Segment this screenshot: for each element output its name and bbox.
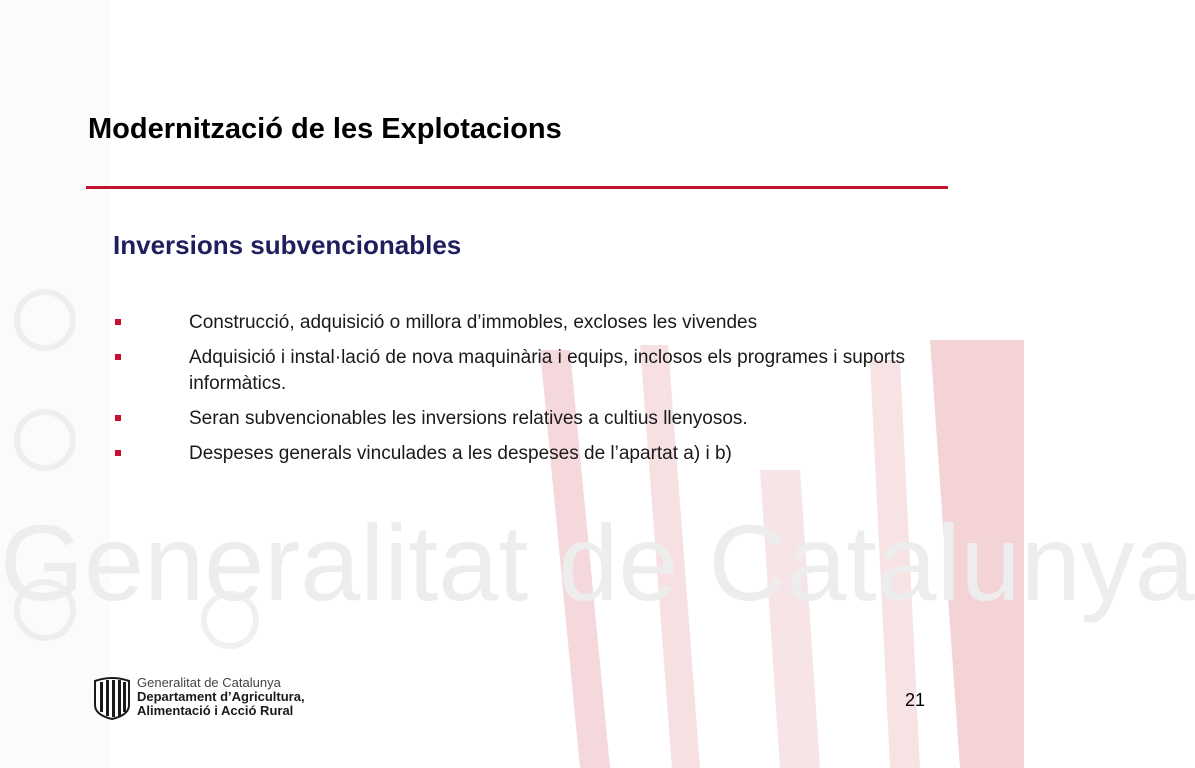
- logo-line-department-cont: Alimentació i Acció Rural: [137, 703, 294, 718]
- bullet-text: Adquisició i instal·lació de nova maquinària i equips, inclosos els programes i suports informàtics.: [189, 347, 906, 394]
- generalitat-logo: [93, 675, 333, 721]
- bullet-item: [113, 310, 973, 336]
- bullet-list: [113, 310, 973, 476]
- logo-line-department: Departament d’Agricultura,: [137, 689, 305, 704]
- bullet-text: Seran subvencionables les inversions relatives a cultius llenyosos.: [189, 408, 748, 429]
- title-divider: [86, 186, 948, 189]
- square-bullet-icon: [115, 450, 121, 456]
- logo-text: [137, 676, 305, 718]
- generalitat-emblem-icon: [93, 675, 131, 719]
- page-number: 21: [905, 690, 926, 710]
- watermark-text: Generalitat de Catalunya: [0, 502, 1195, 623]
- square-bullet-icon: [115, 319, 121, 325]
- bullet-text: Despeses generals vinculades a les despeses de l’apartat a) i b): [189, 443, 732, 464]
- bullet-item: [113, 345, 973, 397]
- bullet-text: Construcció, adquisició o millora d’immobles, excloses les vivendes: [189, 312, 758, 333]
- logo-line-government: Generalitat de Catalunya: [137, 675, 281, 690]
- slide-title: Modernització de les Explotacions: [88, 113, 562, 145]
- square-bullet-icon: [115, 415, 121, 421]
- slide-subtitle: Inversions subvencionables: [113, 230, 462, 260]
- bullet-item: [113, 441, 973, 467]
- square-bullet-icon: [115, 354, 121, 360]
- bullet-item: [113, 406, 973, 432]
